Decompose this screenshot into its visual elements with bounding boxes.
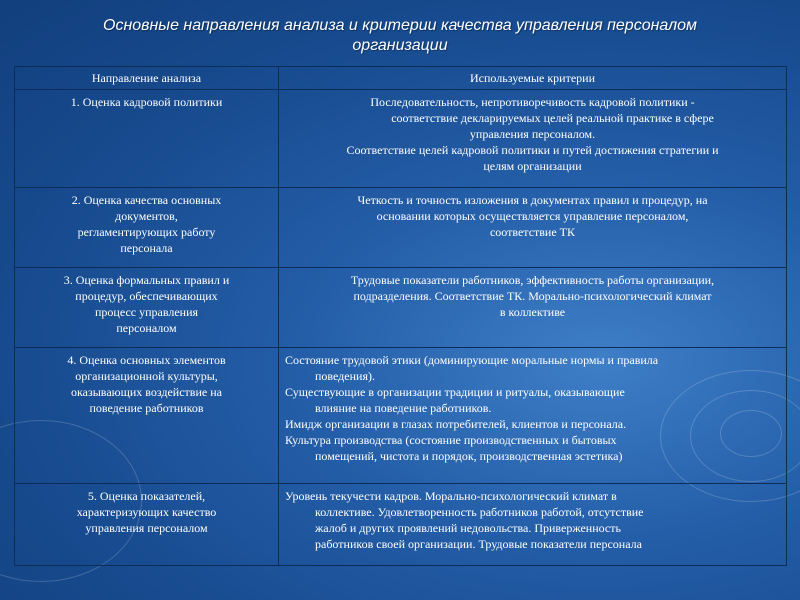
direction-text: организационной культуры, bbox=[75, 369, 218, 383]
direction-text: управления персоналом bbox=[85, 521, 208, 535]
table-row bbox=[15, 90, 787, 188]
direction-text: характеризующих качество bbox=[76, 505, 217, 519]
criteria-text: Культура производства (состояние производственных и бытовых bbox=[285, 433, 617, 447]
direction-text: персонала bbox=[120, 241, 173, 255]
criteria-text: Соответствие целей кадровой политики и путей достижения стратегии и bbox=[346, 143, 719, 157]
slide-title bbox=[30, 16, 770, 56]
criteria-text: Четкость и точность изложения в документах правил и процедур, на bbox=[357, 193, 708, 207]
criteria-text: поведения). bbox=[315, 369, 375, 383]
table-row bbox=[15, 188, 787, 268]
criteria-cell bbox=[279, 348, 787, 484]
direction-cell bbox=[15, 90, 279, 188]
criteria-text: в коллективе bbox=[499, 305, 566, 319]
direction-cell bbox=[15, 348, 279, 484]
table-header-row bbox=[15, 67, 787, 90]
table-row bbox=[15, 348, 787, 484]
slide-title-line: организации bbox=[352, 37, 448, 54]
criteria-text: работников своей организации. Трудовые показатели персонала bbox=[315, 537, 642, 551]
criteria-text: Имидж организации в глазах потребителей, клиентов и персонала. bbox=[285, 417, 627, 431]
criteria-text: влияние на поведение работников. bbox=[315, 401, 492, 415]
criteria-text: Уровень текучести кадров. Морально-психологический климат в bbox=[285, 489, 617, 503]
criteria-text: соответствие ТК bbox=[489, 225, 576, 239]
criteria-text: Последовательность, непротиворечивость кадровой политики - bbox=[370, 95, 695, 109]
direction-text: процедур, обеспечивающих bbox=[75, 289, 218, 303]
criteria-text: управления персоналом. bbox=[469, 127, 596, 141]
criteria-text: целям организации bbox=[483, 159, 582, 173]
criteria-cell bbox=[279, 484, 787, 566]
direction-text: 5. Оценка показателей, bbox=[87, 489, 206, 503]
direction-cell bbox=[15, 484, 279, 566]
direction-text: регламентирующих работу bbox=[77, 225, 216, 239]
criteria-text: Состояние трудовой этики (доминирующие моральные нормы и правила bbox=[285, 353, 659, 367]
criteria-text: Существующие в организации традиции и ритуалы, оказывающие bbox=[285, 385, 625, 399]
direction-cell bbox=[15, 188, 279, 268]
direction-text: процесс управления bbox=[94, 305, 199, 319]
direction-text: 2. Оценка качества основных bbox=[71, 193, 222, 207]
direction-text: 4. Оценка основных элементов bbox=[67, 353, 226, 367]
direction-text: персоналом bbox=[116, 321, 177, 335]
direction-text: документов, bbox=[115, 209, 178, 223]
direction-text: 3. Оценка формальных правил и bbox=[63, 273, 230, 287]
criteria-cell bbox=[279, 90, 787, 188]
direction-text: 1. Оценка кадровой политики bbox=[70, 95, 223, 109]
table-row bbox=[15, 268, 787, 348]
direction-text: оказывающих воздействие на bbox=[71, 385, 222, 399]
criteria-text: жалоб и других проявлений недовольства. Приверженность bbox=[315, 521, 621, 535]
slide-title-line: Основные направления анализа и критерии качества управления персоналом bbox=[103, 17, 697, 34]
table-row bbox=[15, 484, 787, 566]
criteria-cell bbox=[279, 268, 787, 348]
criteria-cell bbox=[279, 188, 787, 268]
criteria-text: подразделения. Соответствие ТК. Морально-психологический климат bbox=[353, 289, 712, 303]
criteria-text: Трудовые показатели работников, эффективность работы организации, bbox=[350, 273, 715, 287]
column-header-criteria: Используемые критерии bbox=[279, 67, 787, 90]
direction-text: поведение работников bbox=[89, 401, 204, 415]
criteria-text: помещений, чистота и порядок, производственная эстетика) bbox=[315, 449, 623, 463]
criteria-text: основании которых осуществляется управление персоналом, bbox=[376, 209, 689, 223]
direction-cell bbox=[15, 268, 279, 348]
column-header-direction: Направление анализа bbox=[15, 67, 279, 90]
criteria-text: соответствие декларируемых целей реальной практике в сфере bbox=[391, 111, 714, 125]
criteria-table bbox=[14, 66, 787, 566]
criteria-text: коллективе. Удовлетворенность работников работой, отсутствие bbox=[315, 505, 644, 519]
